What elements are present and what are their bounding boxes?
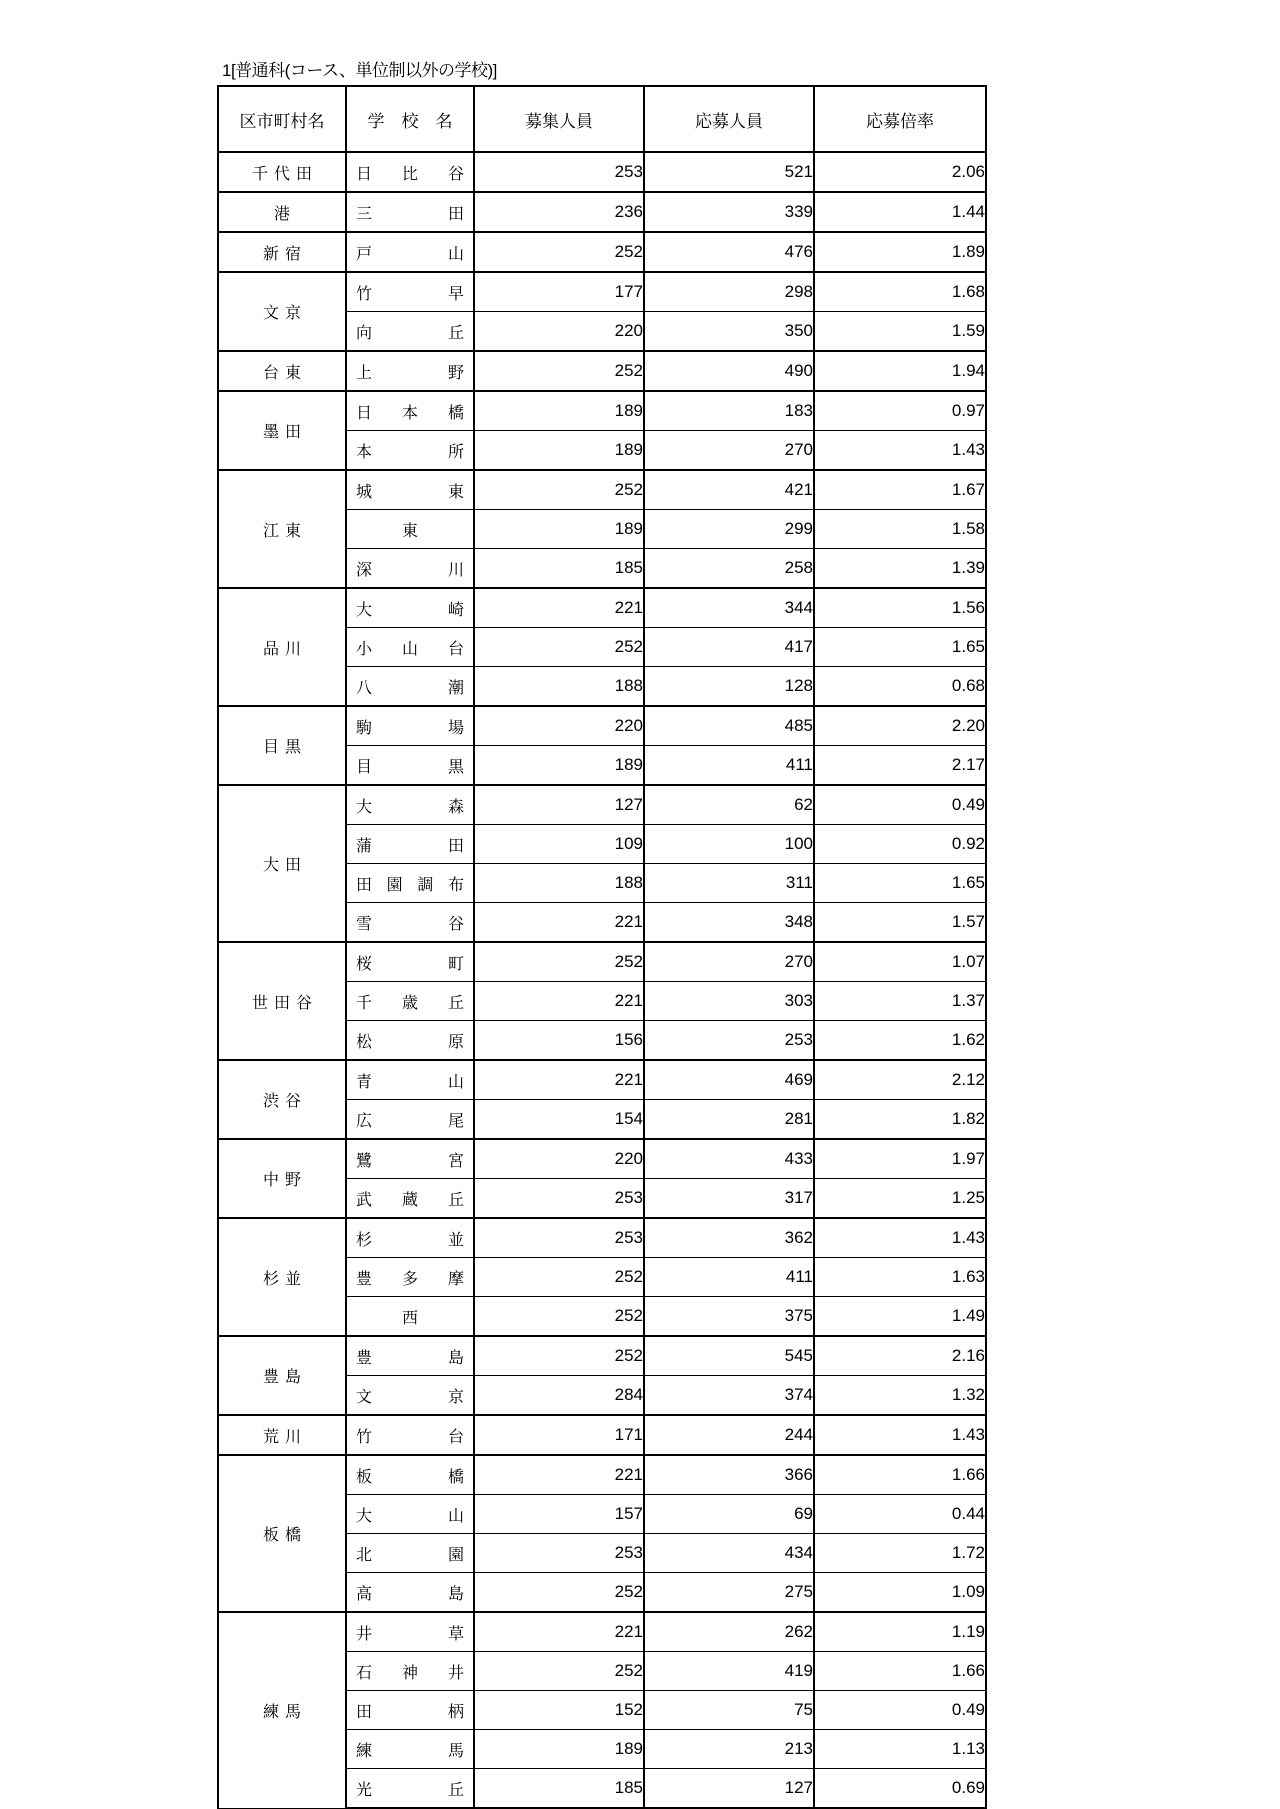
school-name-label: 西 — [401, 1309, 418, 1327]
table-row — [218, 152, 986, 192]
ratio-cell: 1.56 — [814, 588, 986, 628]
table-row — [218, 785, 986, 825]
municipality-label: 江 東 — [262, 522, 302, 540]
capacity-cell: 252 — [474, 1297, 644, 1337]
school-name-label: 向 丘 — [356, 324, 464, 342]
school-name-cell — [346, 1495, 474, 1534]
ratio-cell: 1.25 — [814, 1179, 986, 1219]
ratio-cell: 1.49 — [814, 1297, 986, 1337]
ratio-cell: 1.65 — [814, 628, 986, 667]
school-name-label: 青 山 — [356, 1073, 464, 1091]
ratio-cell: 0.49 — [814, 1691, 986, 1730]
municipality-label: 千 代 田 — [251, 165, 313, 183]
table-row — [218, 1415, 986, 1455]
municipality-label: 板 橋 — [262, 1527, 302, 1544]
table-row — [218, 192, 986, 232]
applicants-cell: 270 — [644, 942, 814, 982]
school-name-label: 高 島 — [356, 1585, 464, 1603]
school-name-label: 文 京 — [356, 1388, 464, 1406]
municipality-cell — [218, 1455, 346, 1612]
school-name-cell — [346, 864, 474, 903]
school-name-label: 戸 山 — [356, 245, 464, 263]
ratio-cell: 1.07 — [814, 942, 986, 982]
school-name-cell — [346, 391, 474, 431]
municipality-label: 練 馬 — [262, 1703, 302, 1721]
applicants-cell: 485 — [644, 706, 814, 746]
municipality-label: 世 田 谷 — [251, 994, 313, 1012]
applicants-cell: 128 — [644, 667, 814, 707]
ratio-cell: 2.20 — [814, 706, 986, 746]
school-name-label: 武 蔵 丘 — [356, 1191, 464, 1209]
municipality-label: 中 野 — [262, 1172, 302, 1189]
applicants-cell: 281 — [644, 1100, 814, 1140]
capacity-cell: 185 — [474, 1769, 644, 1809]
capacity-cell: 189 — [474, 431, 644, 471]
capacity-cell: 252 — [474, 1258, 644, 1297]
ratio-cell: 1.65 — [814, 864, 986, 903]
school-name-label: 広 尾 — [356, 1112, 464, 1130]
school-name-label: 駒 場 — [356, 719, 464, 737]
municipality-label: 大 田 — [262, 857, 302, 874]
capacity-cell: 189 — [474, 510, 644, 549]
applicants-cell: 375 — [644, 1297, 814, 1337]
municipality-label: 文 京 — [262, 305, 302, 322]
school-name-label: 石 神 井 — [356, 1664, 464, 1682]
column-header-school — [346, 86, 474, 152]
school-name-label: 田 柄 — [356, 1703, 464, 1721]
column-header-ratio — [814, 86, 986, 152]
capacity-cell: 252 — [474, 351, 644, 391]
school-name-label: 松 原 — [356, 1033, 464, 1051]
ratio-cell: 1.43 — [814, 431, 986, 471]
ratio-cell: 1.32 — [814, 1376, 986, 1416]
school-name-cell — [346, 785, 474, 825]
municipality-cell — [218, 192, 346, 232]
capacity-cell: 253 — [474, 1179, 644, 1219]
capacity-cell: 127 — [474, 785, 644, 825]
capacity-cell: 221 — [474, 903, 644, 943]
school-name-cell — [346, 192, 474, 232]
school-name-label: 東 — [401, 522, 418, 540]
municipality-cell — [218, 785, 346, 942]
applicants-cell: 317 — [644, 1179, 814, 1219]
municipality-cell — [218, 1218, 346, 1336]
capacity-cell: 252 — [474, 232, 644, 272]
ratio-cell: 1.43 — [814, 1218, 986, 1258]
table-row — [218, 1218, 986, 1258]
school-name-cell — [346, 1336, 474, 1376]
applicants-cell: 434 — [644, 1534, 814, 1573]
school-name-label: 城 東 — [356, 483, 464, 501]
school-name-label: 日 比 谷 — [356, 165, 464, 183]
applicants-cell: 339 — [644, 192, 814, 232]
municipality-label: 杉 並 — [262, 1270, 302, 1288]
school-name-cell — [346, 232, 474, 272]
capacity-cell: 253 — [474, 152, 644, 192]
school-name-cell — [346, 1100, 474, 1140]
school-name-label: 日 本 橋 — [356, 404, 464, 422]
table-row — [218, 391, 986, 431]
applicants-cell: 344 — [644, 588, 814, 628]
capacity-cell: 221 — [474, 1455, 644, 1495]
ratio-cell: 1.37 — [814, 982, 986, 1021]
school-name-cell — [346, 510, 474, 549]
ratio-cell: 1.59 — [814, 312, 986, 352]
municipality-cell — [218, 1612, 346, 1808]
applicants-cell: 69 — [644, 1495, 814, 1534]
capacity-cell: 152 — [474, 1691, 644, 1730]
capacity-cell: 284 — [474, 1376, 644, 1416]
school-name-cell — [346, 982, 474, 1021]
column-header-applicants-label: 応募人員 — [695, 111, 763, 131]
ratio-cell: 1.66 — [814, 1455, 986, 1495]
ratio-cell: 1.39 — [814, 549, 986, 589]
applicants-cell: 275 — [644, 1573, 814, 1613]
school-name-label: 北 園 — [356, 1546, 464, 1564]
applicants-cell: 374 — [644, 1376, 814, 1416]
school-name-label: 上 野 — [356, 364, 464, 382]
school-name-cell — [346, 942, 474, 982]
ratio-cell: 1.19 — [814, 1612, 986, 1652]
applicants-cell: 545 — [644, 1336, 814, 1376]
school-name-cell — [346, 667, 474, 707]
applicants-cell: 469 — [644, 1060, 814, 1100]
capacity-cell: 221 — [474, 588, 644, 628]
capacity-cell: 157 — [474, 1495, 644, 1534]
municipality-cell — [218, 391, 346, 470]
school-name-label: 八 潮 — [356, 679, 464, 697]
municipality-label: 荒 川 — [262, 1428, 302, 1446]
capacity-cell: 189 — [474, 391, 644, 431]
school-name-label: 光 丘 — [356, 1781, 464, 1799]
capacity-cell: 236 — [474, 192, 644, 232]
table-row — [218, 588, 986, 628]
ratio-cell: 0.69 — [814, 1769, 986, 1809]
school-name-cell — [346, 152, 474, 192]
column-header-city-label: 区市町村名 — [239, 111, 325, 131]
school-name-cell — [346, 825, 474, 864]
applicants-cell: 411 — [644, 746, 814, 786]
table-row — [218, 1612, 986, 1652]
capacity-cell: 252 — [474, 470, 644, 510]
applicants-cell: 521 — [644, 152, 814, 192]
capacity-cell: 252 — [474, 942, 644, 982]
capacity-cell: 177 — [474, 272, 644, 312]
table-row — [218, 272, 986, 312]
municipality-cell — [218, 588, 346, 706]
school-name-cell — [346, 1218, 474, 1258]
school-name-label: 本 所 — [356, 443, 464, 461]
school-name-cell — [346, 470, 474, 510]
capacity-cell: 189 — [474, 746, 644, 786]
applicants-cell: 348 — [644, 903, 814, 943]
table-row — [218, 706, 986, 746]
school-name-label: 豊 多 摩 — [356, 1270, 464, 1288]
school-name-cell — [346, 706, 474, 746]
municipality-label: 港 — [273, 205, 290, 223]
ratio-cell: 1.62 — [814, 1021, 986, 1061]
municipality-label: 豊 島 — [262, 1369, 302, 1386]
applicants-cell: 262 — [644, 1612, 814, 1652]
municipality-cell — [218, 1139, 346, 1218]
ratio-cell: 0.49 — [814, 785, 986, 825]
ratio-cell: 1.67 — [814, 470, 986, 510]
applicants-cell: 417 — [644, 628, 814, 667]
table-row — [218, 470, 986, 510]
applicants-cell: 62 — [644, 785, 814, 825]
table-row — [218, 1060, 986, 1100]
school-name-label: 三 田 — [356, 205, 464, 223]
ratio-cell: 1.68 — [814, 272, 986, 312]
applicants-cell: 253 — [644, 1021, 814, 1061]
capacity-cell: 253 — [474, 1218, 644, 1258]
school-name-cell — [346, 1455, 474, 1495]
applicants-cell: 362 — [644, 1218, 814, 1258]
school-name-cell — [346, 1376, 474, 1416]
school-name-cell — [346, 549, 474, 589]
applicants-cell: 419 — [644, 1652, 814, 1691]
school-name-cell — [346, 1534, 474, 1573]
capacity-cell: 185 — [474, 549, 644, 589]
municipality-cell — [218, 470, 346, 588]
table-row — [218, 1336, 986, 1376]
ratio-cell: 2.17 — [814, 746, 986, 786]
applicants-cell: 433 — [644, 1139, 814, 1179]
applicants-cell: 270 — [644, 431, 814, 471]
school-name-label: 豊 島 — [356, 1349, 464, 1367]
applicants-cell: 213 — [644, 1730, 814, 1769]
capacity-cell: 188 — [474, 864, 644, 903]
applicants-cell: 411 — [644, 1258, 814, 1297]
applicants-cell: 100 — [644, 825, 814, 864]
ratio-cell: 1.13 — [814, 1730, 986, 1769]
ratio-cell: 0.44 — [814, 1495, 986, 1534]
applicants-cell: 244 — [644, 1415, 814, 1455]
ratio-cell: 0.97 — [814, 391, 986, 431]
school-name-cell — [346, 351, 474, 391]
municipality-label: 品 川 — [262, 640, 302, 658]
school-name-label: 井 草 — [356, 1625, 464, 1643]
school-name-cell — [346, 312, 474, 352]
school-name-label: 大 森 — [356, 798, 464, 816]
municipality-cell — [218, 232, 346, 272]
column-header-applicants — [644, 86, 814, 152]
applicants-cell: 311 — [644, 864, 814, 903]
applicants-cell: 421 — [644, 470, 814, 510]
applications-table — [217, 85, 987, 1809]
page-title: 1[普通科(コース、単位制以外の学校)] — [222, 61, 497, 80]
capacity-cell: 221 — [474, 982, 644, 1021]
column-header-capacity — [474, 86, 644, 152]
ratio-cell: 1.63 — [814, 1258, 986, 1297]
municipality-cell — [218, 942, 346, 1060]
applicants-cell: 75 — [644, 1691, 814, 1730]
municipality-cell — [218, 1336, 346, 1415]
school-name-cell — [346, 588, 474, 628]
ratio-cell: 2.16 — [814, 1336, 986, 1376]
ratio-cell: 1.89 — [814, 232, 986, 272]
capacity-cell: 252 — [474, 628, 644, 667]
school-name-cell — [346, 1139, 474, 1179]
school-name-cell — [346, 1612, 474, 1652]
school-name-cell — [346, 1691, 474, 1730]
capacity-cell: 252 — [474, 1573, 644, 1613]
school-name-cell — [346, 1060, 474, 1100]
applicants-cell: 366 — [644, 1455, 814, 1495]
table-row — [218, 351, 986, 391]
school-name-cell — [346, 628, 474, 667]
ratio-cell: 1.43 — [814, 1415, 986, 1455]
school-name-cell — [346, 1021, 474, 1061]
school-name-label: 深 川 — [356, 561, 464, 579]
capacity-cell: 221 — [474, 1060, 644, 1100]
school-name-cell — [346, 272, 474, 312]
ratio-cell: 1.82 — [814, 1100, 986, 1140]
municipality-cell — [218, 706, 346, 785]
column-header-school-label: 学 校 名 — [367, 111, 453, 131]
ratio-cell: 1.72 — [814, 1534, 986, 1573]
applicants-cell: 299 — [644, 510, 814, 549]
table-body — [218, 152, 986, 1808]
ratio-cell: 1.44 — [814, 192, 986, 232]
municipality-cell — [218, 351, 346, 391]
school-name-label: 千 歳 丘 — [356, 994, 464, 1012]
ratio-cell: 2.12 — [814, 1060, 986, 1100]
applicants-cell: 183 — [644, 391, 814, 431]
table-row — [218, 942, 986, 982]
capacity-cell: 220 — [474, 1139, 644, 1179]
applicants-cell: 298 — [644, 272, 814, 312]
capacity-cell: 171 — [474, 1415, 644, 1455]
capacity-cell: 221 — [474, 1612, 644, 1652]
column-header-city — [218, 86, 346, 152]
school-name-cell — [346, 746, 474, 786]
applicants-cell: 476 — [644, 232, 814, 272]
school-name-cell — [346, 1179, 474, 1219]
school-name-cell — [346, 1415, 474, 1455]
capacity-cell: 189 — [474, 1730, 644, 1769]
school-name-cell — [346, 1769, 474, 1809]
school-name-label: 杉 並 — [356, 1231, 464, 1249]
school-name-label: 竹 台 — [356, 1428, 464, 1446]
school-name-label: 目 黒 — [356, 758, 464, 776]
ratio-cell: 1.94 — [814, 351, 986, 391]
capacity-cell: 252 — [474, 1336, 644, 1376]
ratio-cell: 1.09 — [814, 1573, 986, 1613]
school-name-label: 竹 早 — [356, 285, 464, 303]
ratio-cell: 1.97 — [814, 1139, 986, 1179]
table-header — [218, 86, 986, 152]
school-name-cell — [346, 1297, 474, 1337]
school-name-cell — [346, 1573, 474, 1613]
ratio-cell: 2.06 — [814, 152, 986, 192]
capacity-cell: 109 — [474, 825, 644, 864]
school-name-label: 蒲 田 — [356, 837, 464, 855]
header-row — [218, 86, 986, 152]
school-name-cell — [346, 1258, 474, 1297]
applicants-cell: 490 — [644, 351, 814, 391]
capacity-cell: 188 — [474, 667, 644, 707]
municipality-label: 台 東 — [262, 364, 302, 382]
school-name-cell — [346, 431, 474, 471]
applicants-cell: 127 — [644, 1769, 814, 1809]
municipality-cell — [218, 1060, 346, 1139]
capacity-cell: 253 — [474, 1534, 644, 1573]
ratio-cell: 0.92 — [814, 825, 986, 864]
municipality-label: 渋 谷 — [262, 1093, 302, 1110]
school-name-label: 練 馬 — [356, 1742, 464, 1760]
ratio-cell: 1.57 — [814, 903, 986, 943]
column-header-ratio-label: 応募倍率 — [866, 111, 934, 131]
applicants-cell: 303 — [644, 982, 814, 1021]
school-name-label: 大 崎 — [356, 601, 464, 619]
column-header-capacity-label: 募集人員 — [525, 111, 593, 131]
school-name-cell — [346, 903, 474, 943]
ratio-cell: 1.58 — [814, 510, 986, 549]
school-name-label: 小 山 台 — [356, 640, 464, 658]
ratio-cell: 0.68 — [814, 667, 986, 707]
municipality-cell — [218, 1415, 346, 1455]
applicants-cell: 258 — [644, 549, 814, 589]
table-row — [218, 232, 986, 272]
capacity-cell: 252 — [474, 1652, 644, 1691]
municipality-label: 目 黒 — [262, 739, 302, 756]
school-name-label: 雪 谷 — [356, 915, 464, 933]
table-row — [218, 1455, 986, 1495]
school-name-label: 鷺 宮 — [356, 1152, 464, 1170]
municipality-label: 墨 田 — [262, 424, 302, 441]
school-name-cell — [346, 1730, 474, 1769]
municipality-cell — [218, 152, 346, 192]
school-name-label: 田 園 調 布 — [356, 876, 464, 894]
municipality-label: 新 宿 — [262, 245, 302, 263]
municipality-cell — [218, 272, 346, 351]
capacity-cell: 156 — [474, 1021, 644, 1061]
table-row — [218, 1139, 986, 1179]
school-name-cell — [346, 1652, 474, 1691]
ratio-cell: 1.66 — [814, 1652, 986, 1691]
school-name-label: 板 橋 — [356, 1468, 464, 1486]
school-name-label: 大 山 — [356, 1507, 464, 1525]
capacity-cell: 220 — [474, 312, 644, 352]
capacity-cell: 154 — [474, 1100, 644, 1140]
applicants-cell: 350 — [644, 312, 814, 352]
capacity-cell: 220 — [474, 706, 644, 746]
school-name-label: 桜 町 — [356, 955, 464, 973]
